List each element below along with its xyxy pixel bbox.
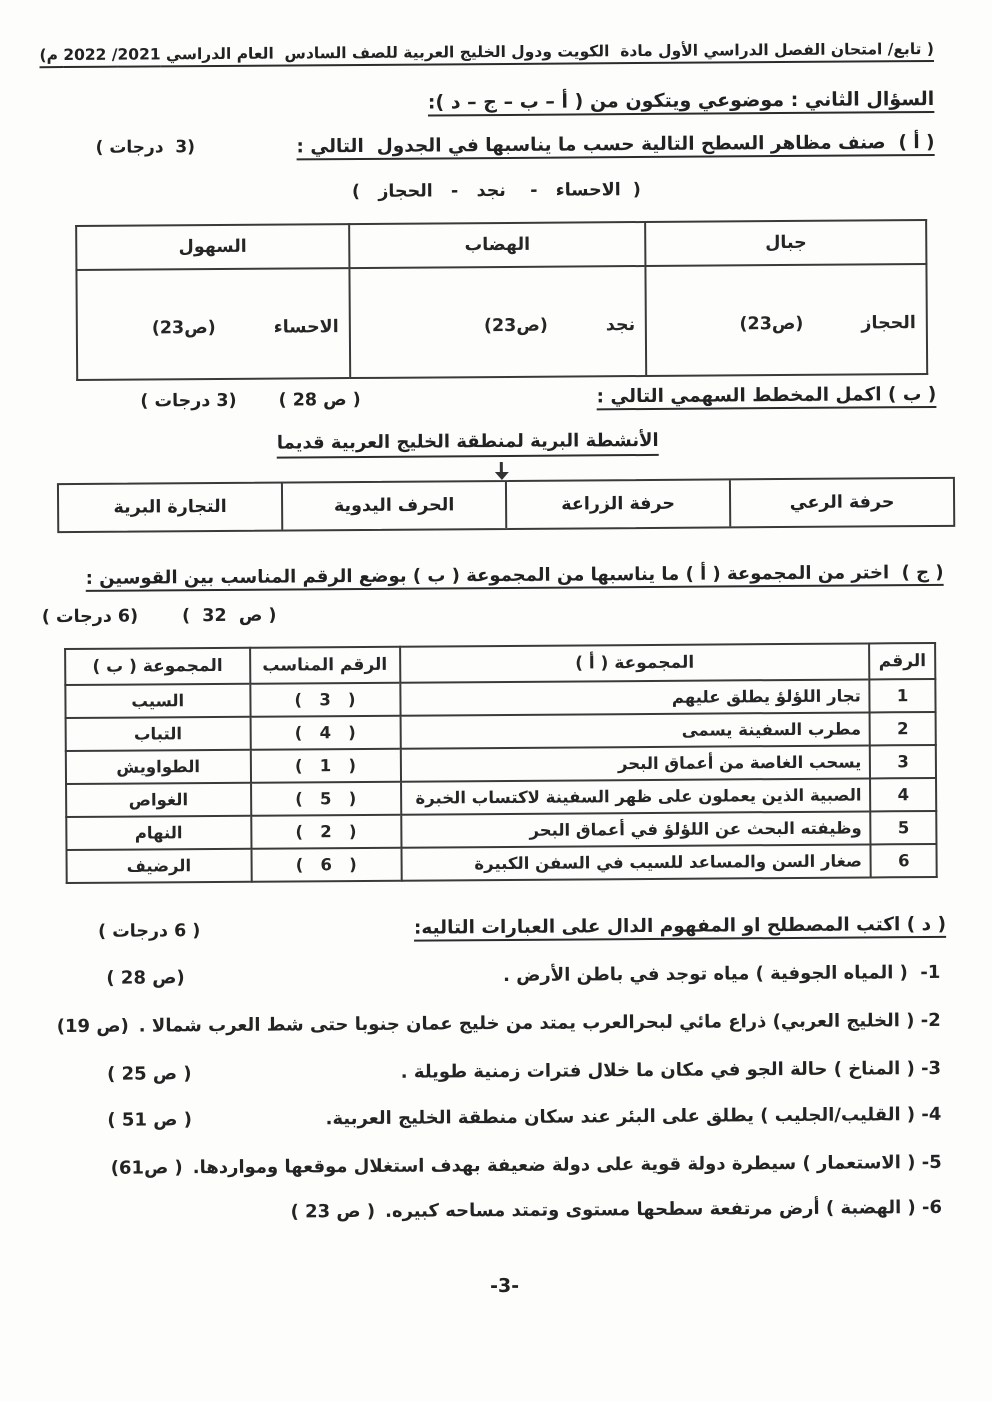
row-number: 4	[870, 778, 936, 811]
header-plateaus: الهضاب	[349, 222, 646, 268]
group-b-text: الرضيف	[66, 849, 251, 883]
answer-number: ( 1 )	[250, 749, 400, 783]
item-text: 2- ( الخليج العربي) ذراع مائي لبحرالعرب يمتد من خليج عمان جنوبا حتى شط العرب شمالا .	[138, 1009, 941, 1037]
part-c-title: ( ج ) اختر من المجموعة ( أ ) ما يناسبها من المجموعة ( ب ) بوضع الرقم المناسب بين القوسين :	[85, 561, 944, 589]
table-cell-mountains	[646, 264, 927, 376]
group-b-text: السيب	[65, 684, 250, 718]
answer-text: نجد	[605, 315, 636, 336]
definition-item	[107, 1104, 941, 1131]
part-b-title: ( ب ) اكمل المخطط السهمي التالي :	[596, 383, 937, 408]
item-text: 4- ( القليب/الجليب ) يطلق على البئر عند سكان منطقة الخليج العربية.	[325, 1103, 942, 1130]
header-group-a: المجموعة ( أ )	[400, 643, 870, 682]
answer-text: الاحساء	[273, 317, 339, 338]
table-cell-plains	[76, 268, 350, 380]
item-page-ref: ( ص 25 )	[106, 1063, 192, 1085]
header-group-b: المجموعة ( ب )	[65, 648, 250, 685]
matching-header-row	[65, 643, 935, 685]
answer-text: الحجاز	[861, 313, 916, 334]
part-a-marks: (3 درجات )	[95, 137, 196, 158]
page-ref: (ص23)	[151, 317, 216, 339]
item-page-ref: ( ص61)	[110, 1157, 183, 1179]
answer-number: ( 6 )	[251, 848, 401, 882]
table-header-row	[76, 220, 926, 270]
flow-box-crafts: الحرف اليدوية	[281, 482, 505, 530]
page-number: -3-	[489, 1274, 520, 1298]
answer-number: ( 3 )	[250, 683, 400, 717]
part-d-title: ( د ) اكتب المصطلح او المفهوم الدال على العبارات التاليه:	[413, 913, 947, 939]
flow-box-farming: حرفة الزراعة	[505, 480, 729, 528]
group-a-text: تجار اللؤلؤ يطلق عليهم	[400, 679, 870, 715]
item-text: 6- ( الهضبة ) أرض مرتفعة سطحها مستوى وتمتد مساحه كبيره.	[384, 1196, 943, 1222]
group-a-text: وظيفته البحث عن اللؤلؤ في أعماق البحر	[401, 811, 871, 847]
item-page-ref: (ص 28 )	[106, 967, 185, 989]
page-ref: (ص23)	[483, 315, 548, 337]
question2-title: السؤال الثاني : موضوعي ويتكون من ( أ – ب – ج – د ):	[427, 87, 935, 114]
page-ref: (ص23)	[739, 313, 804, 335]
group-a-text: مطرب السفينة يسمى	[400, 712, 870, 748]
definition-item	[107, 1058, 941, 1085]
table-row	[76, 264, 927, 380]
definition-item	[31, 1010, 941, 1037]
header-plains: السهول	[76, 224, 349, 270]
part-b-refs	[140, 390, 361, 412]
group-a-text: صغار السن والمساعد للسيب في السفن الكبيرة	[401, 844, 871, 880]
exam-header: ( تابع/ امتحان الفصل الدراسي الأول مادة الكويت ودول الخليج العربية للصف السادس العام الدراسي 2021‏/ ‏2022 م)	[39, 39, 934, 65]
surface-features-table	[75, 219, 928, 381]
flow-diagram-title: الأنشطة البرية لمنطقة الخليج العربية قديما	[277, 430, 659, 459]
part-b-page-ref: ( ص 28 )	[278, 389, 361, 411]
group-b-text: الطواويش	[66, 750, 251, 784]
item-page-ref: (ص 19)	[56, 1015, 129, 1038]
header-matching-number: الرقم المناسب	[250, 647, 400, 684]
part-c-marks: (6 درجات )	[41, 606, 139, 628]
item-text: 5- ( الاستعمار ) سيطرة دولة قوية على دولة ضعيفة بهدف استغلال موقعها ومواردها.	[192, 1151, 942, 1179]
item-page-ref: ( ص 51 )	[107, 1109, 193, 1131]
row-number: 2	[870, 712, 936, 745]
definition-item	[32, 1152, 942, 1179]
item-text: 1- ( المياه الجوفية ) مياه توجد في باطن الأرض .	[502, 961, 941, 987]
flow-chart-row	[57, 477, 955, 533]
flow-box-trade: التجارة البرية	[113, 496, 227, 518]
group-b-text: النهام	[66, 816, 251, 850]
answer-number: ( 2 )	[251, 815, 401, 849]
row-number: 5	[871, 811, 937, 844]
group-b-text: التباب	[66, 717, 251, 751]
definition-item	[32, 1197, 942, 1224]
answer-number: ( 5 )	[251, 782, 401, 816]
group-a-text: يسحب الغاصة من أعماق البحر	[400, 745, 870, 781]
row-number: 3	[870, 745, 936, 778]
part-b-marks: (3 درجات )	[140, 390, 237, 412]
table-cell-plateaus	[349, 266, 646, 378]
part-a-title: ( أ ) صنف مظاهر السطح التالية حسب ما يناسبها في الجدول التالي :	[296, 131, 935, 158]
row-number: 6	[871, 844, 937, 877]
part-d-marks: ( 6 درجات )	[97, 921, 201, 942]
matching-row	[66, 844, 936, 883]
group-b-text: الغواص	[66, 783, 251, 817]
header-mountains: جبال	[645, 220, 926, 266]
answer-number: ( 4 )	[250, 716, 400, 750]
item-text: 3- ( المناخ ) حالة الجو في مكان ما خلال فترات زمنية طويلة .	[400, 1057, 942, 1083]
flow-box-grazing: حرفة الرعي	[729, 479, 953, 527]
matching-table	[64, 642, 938, 884]
group-a-text: الصبية الذين يعملون على ظهر السفينة لاكتساب الخبرة	[401, 778, 871, 814]
part-c-refs	[42, 606, 277, 628]
header-number: الرقم	[869, 643, 935, 679]
row-number: 1	[870, 679, 936, 712]
definition-item	[106, 962, 940, 989]
part-a-word-bank: ( الاحساء - نجد - الحجاز )	[351, 180, 641, 203]
item-page-ref: ( ص 23 )	[290, 1200, 376, 1223]
down-arrow-icon	[491, 462, 511, 480]
part-c-page-ref: ( ص 32 )	[181, 605, 277, 627]
